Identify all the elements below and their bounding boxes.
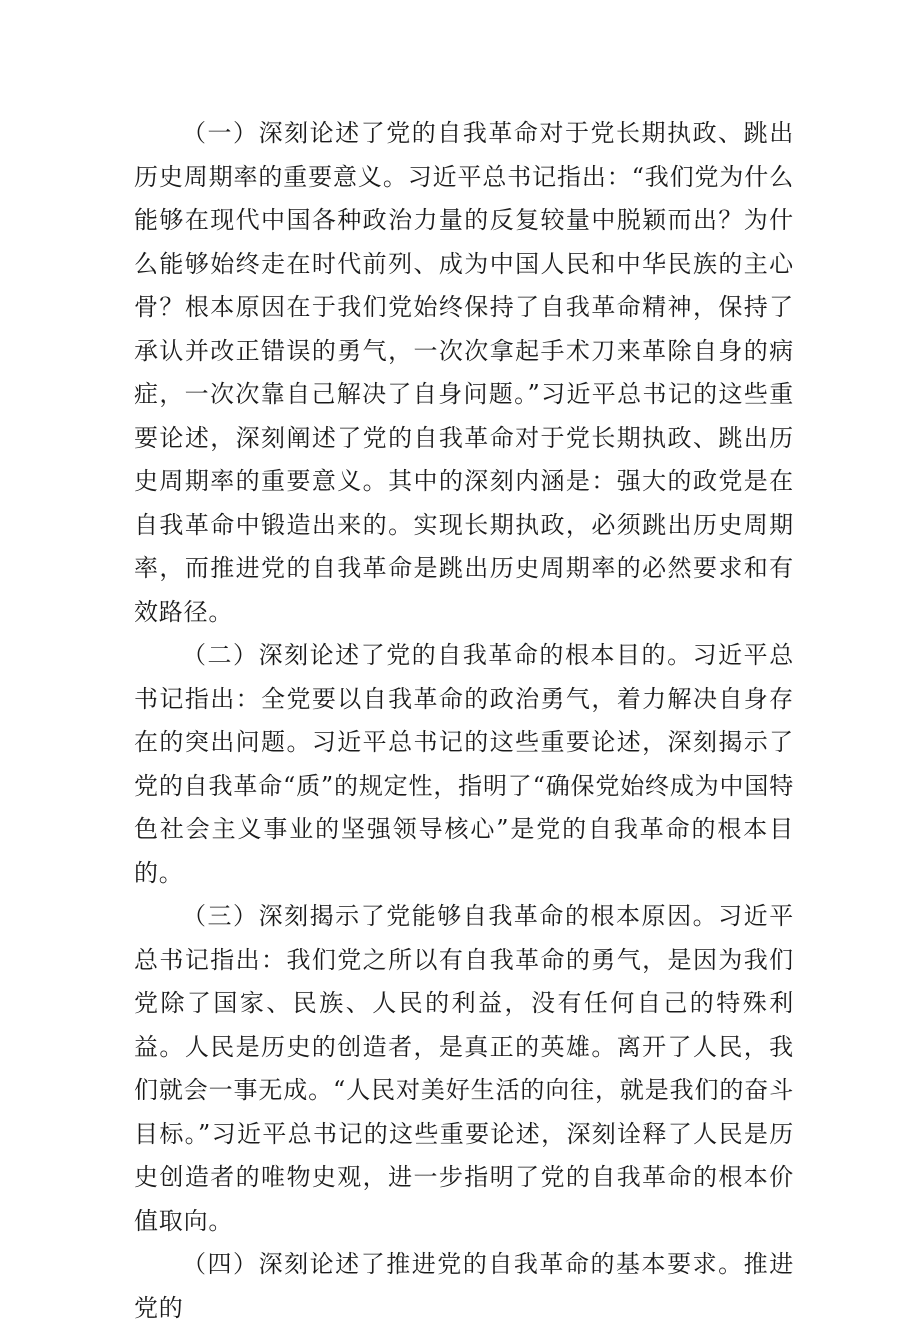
paragraph-3: （三）深刻揭示了党能够自我革命的根本原因。习近平总书记指出：我们党之所以有自我革命的勇气，是因为我们党除了国家、民族、人民的利益，没有任何自己的特殊利益。人民是历史的创造者，是真正的英雄。离开了人民，我们就会一事无成。“人民对美好生活的向往，就是我们的奋斗目标。”习近平总书记的这些重要论述，深刻诠释了人民是历史创造者的唯物史观，进一步指明了党的自我革命的根本价值取向。 — [134, 902, 794, 1235]
paragraph-2: （二）深刻论述了党的自我革命的根本目的。习近平总书记指出：全党要以自我革命的政治勇气，着力解决自身存在的突出问题。习近平总书记的这些重要论述，深刻揭示了党的自我革命“质”的规定性，指明了“确保党始终成为中国特色社会主义事业的坚强领导核心”是党的自我革命的根本目的。 — [134, 641, 794, 887]
paragraph-4: （四）深刻论述了推进党的自我革命的基本要求。推进党的 — [134, 1250, 794, 1322]
document-body — [134, 112, 794, 1330]
paragraph-1: （一）深刻论述了党的自我革命对于党长期执政、跳出历史周期率的重要意义。习近平总书记指出：“我们党为什么能够在现代中国各种政治力量的反复较量中脱颖而出？为什么能够始终走在时代前列、成为中国人民和中华民族的主心骨？根本原因在于我们党始终保持了自我革命精神，保持了承认并改正错误的勇气，一次次拿起手术刀来革除自身的病症，一次次靠自己解决了自身问题。”习近平总书记的这些重要论述，深刻阐述了党的自我革命对于党长期执政、跳出历史周期率的重要意义。其中的深刻内涵是：强大的政党是在自我革命中锻造出来的。实现长期执政，必须跳出历史周期率，而推进党的自我革命是跳出历史周期率的必然要求和有效路径。 — [134, 119, 794, 626]
